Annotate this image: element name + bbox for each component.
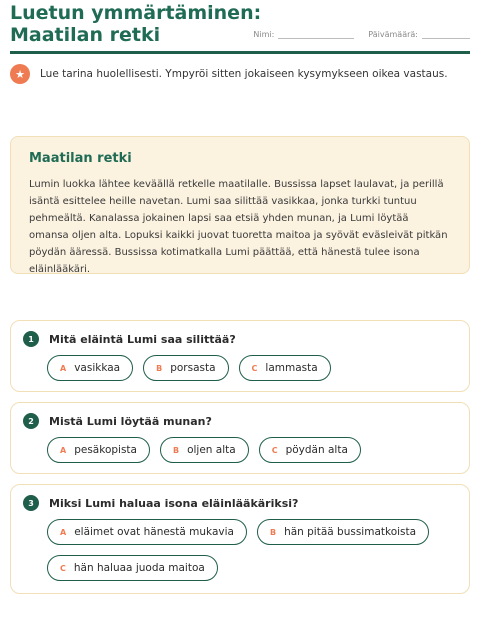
option-letter: C: [271, 445, 278, 455]
answer-options: [47, 519, 457, 581]
question-text: Mistä Lumi löytää munan?: [49, 414, 212, 428]
option-letter: A: [60, 363, 67, 373]
answer-option[interactable]: [259, 437, 361, 463]
option-text: oljen alta: [187, 444, 236, 456]
answer-option[interactable]: [160, 437, 249, 463]
option-text: hän pitää bussimatkoista: [284, 526, 417, 538]
star-icon: ★: [10, 64, 30, 84]
question-number: 1: [23, 331, 39, 347]
question-number: 3: [23, 495, 39, 511]
instruction: [10, 64, 470, 84]
date-field[interactable]: [368, 30, 470, 39]
option-text: pöydän alta: [285, 444, 348, 456]
story-text: Lumin luokka lähtee keväällä retkelle maatilalle. Bussissa lapset laulavat, ja perillä isäntä esittelee heille navetan. Lumi saa silittää vasikkaa, jonka turkki tuntuu pehmeältä. Kanalassa jokainen lapsi saa etsiä yhden munan, ja Lumi löytää omansa oljen alta. Lopuksi kaikki juovat tuoretta maitoa ja syövät eväsleivät pitkän pöydän ääressä. Bussissa kotimatkalla Lumi päättää, että hänestä tulee isona eläinlääkäri.: [29, 179, 448, 275]
name-label: Nimi:: [253, 30, 275, 39]
page-title: [10, 2, 261, 46]
title-line-2: Maatilan retki: [10, 24, 161, 46]
worksheet-header: [10, 0, 470, 54]
question-number: 2: [23, 413, 39, 429]
option-text: pesäkopista: [74, 444, 137, 456]
date-label: Päivämäärä:: [368, 30, 418, 39]
answer-options: [47, 355, 457, 381]
question-header: [23, 413, 212, 429]
option-text: hän haluaa juoda maitoa: [73, 562, 205, 574]
option-text: porsasta: [170, 362, 216, 374]
option-letter: B: [269, 527, 277, 537]
answer-option[interactable]: [47, 355, 133, 381]
story-box: [10, 136, 470, 274]
question-card: [10, 484, 470, 594]
title-line-1: Luetun ymmärtäminen:: [10, 2, 262, 24]
option-text: vasikkaa: [74, 362, 121, 374]
option-letter: B: [172, 445, 180, 455]
answer-option[interactable]: [239, 355, 331, 381]
question-text: Miksi Lumi haluaa isona eläinlääkäriksi?: [49, 496, 299, 510]
question-header: [23, 495, 298, 511]
name-line[interactable]: [278, 31, 354, 39]
answer-option[interactable]: [47, 555, 218, 581]
question-card: [10, 320, 470, 392]
answer-option[interactable]: [47, 519, 247, 545]
instruction-text: Lue tarina huolellisesti. Ympyröi sitten jokaiseen kysymykseen oikea vastaus.: [40, 68, 448, 80]
answer-option[interactable]: [47, 437, 150, 463]
answer-options: [47, 437, 457, 463]
option-letter: A: [60, 445, 67, 455]
option-letter: B: [156, 363, 163, 373]
option-letter: A: [60, 527, 67, 537]
option-text: lammasta: [265, 362, 318, 374]
student-info: [253, 30, 470, 39]
question-card: [10, 402, 470, 474]
option-letter: C: [60, 563, 66, 573]
answer-option[interactable]: [143, 355, 228, 381]
story-title: Maatilan retki: [29, 151, 132, 166]
date-line[interactable]: [422, 31, 470, 39]
name-field[interactable]: [253, 30, 354, 39]
option-letter: C: [251, 363, 258, 373]
question-text: Mitä eläintä Lumi saa silittää?: [49, 332, 236, 346]
question-header: [23, 331, 236, 347]
option-text: eläimet ovat hänestä mukavia: [74, 526, 234, 538]
answer-option[interactable]: [257, 519, 429, 545]
